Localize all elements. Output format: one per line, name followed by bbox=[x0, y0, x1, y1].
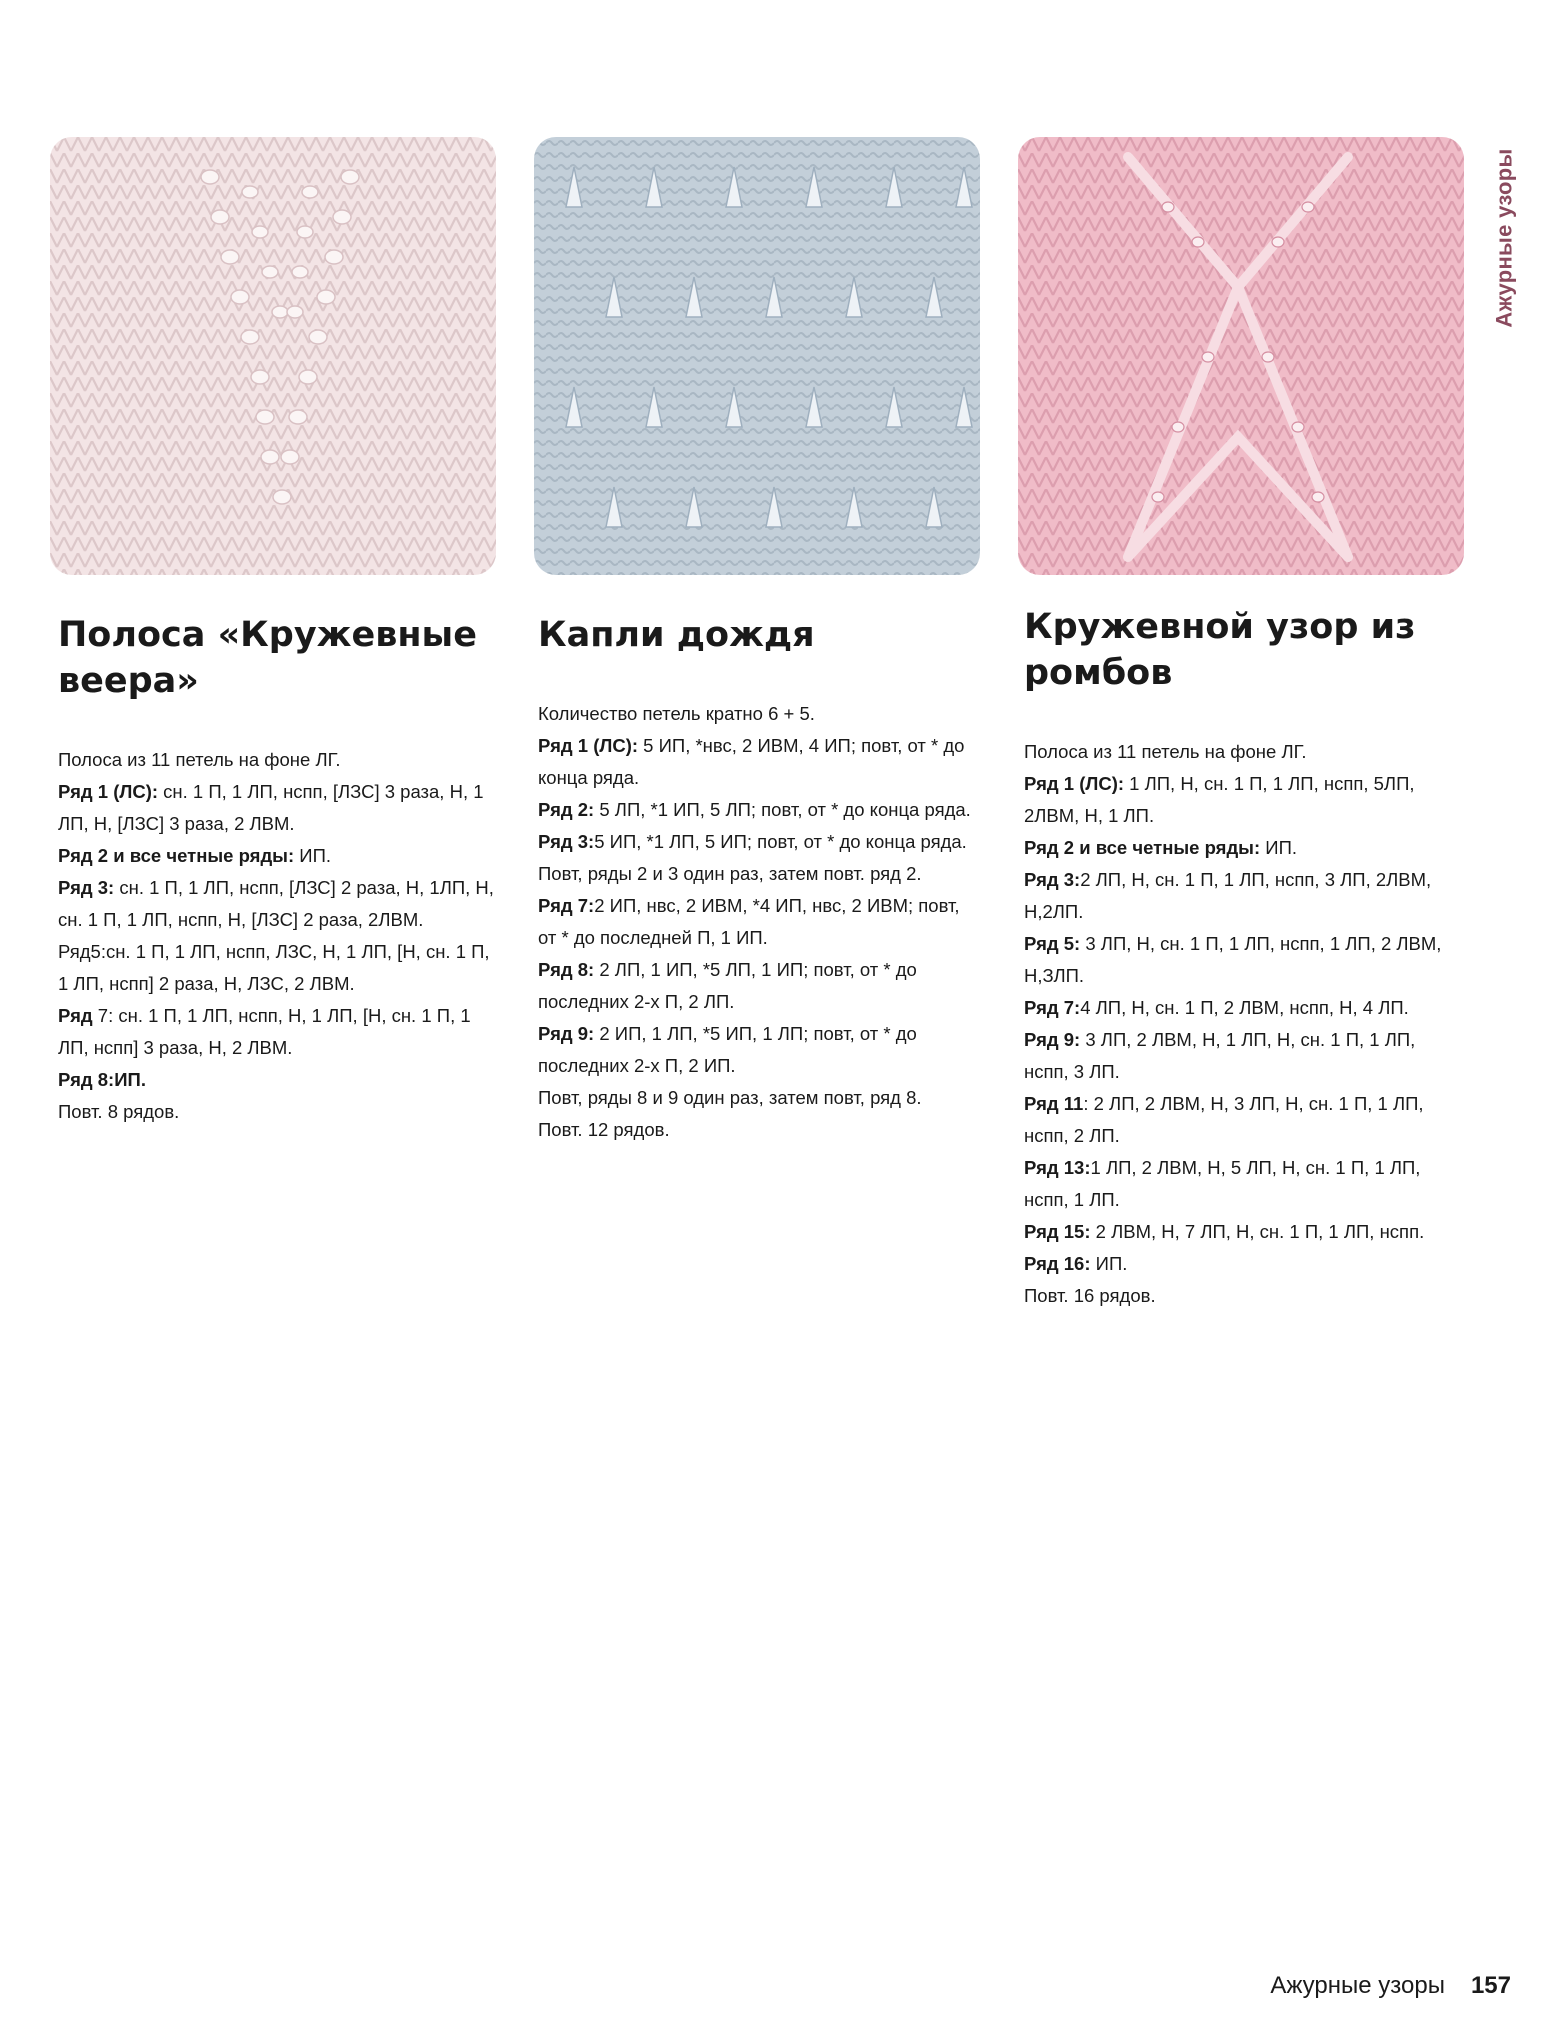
pattern-instructions bbox=[1024, 736, 1464, 1312]
instruction-line: Ряд5:сн. 1 П, 1 ЛП, нспп, ЛЗС, Н, 1 ЛП, [Н, сн. 1 П, 1 ЛП, нспп] 2 раза, Н, ЛЗС, 2 ЛВМ. bbox=[58, 941, 490, 994]
instruction-line: Ряд 8:ИП. bbox=[58, 1069, 146, 1090]
page-footer bbox=[1270, 1972, 1511, 2000]
instruction-line: Ряд 11: 2 ЛП, 2 ЛВМ, Н, 3 ЛП, Н, сн. 1 П, 1 ЛП, нспп, 2 ЛП. bbox=[1024, 1093, 1424, 1146]
instruction-line: Повт, ряды 8 и 9 один раз, затем повт, ряд 8. bbox=[538, 1087, 922, 1108]
knit-sample-image-3 bbox=[1018, 137, 1464, 575]
pattern-column-3 bbox=[1024, 604, 1464, 1312]
instruction-line: Ряд 13:1 ЛП, 2 ЛВМ, Н, 5 ЛП, Н, сн. 1 П, 1 ЛП, нспп, 1 ЛП. bbox=[1024, 1157, 1421, 1210]
swatch-raindrops bbox=[534, 137, 980, 575]
instruction-line: Ряд 9: 2 ИП, 1 ЛП, *5 ИП, 1 ЛП; повт, от * до последних 2-х П, 2 ИП. bbox=[538, 1023, 917, 1076]
pattern-column-2 bbox=[538, 612, 978, 1146]
pattern-column-1 bbox=[58, 612, 498, 1128]
instruction-line: Количество петель кратно 6 + 5. bbox=[538, 703, 815, 724]
pattern-title: Капли дождя bbox=[538, 615, 815, 655]
instruction-line: Ряд 3: сн. 1 П, 1 ЛП, нспп, [ЛЗС] 2 раза, Н, 1ЛП, Н, сн. 1 П, 1 ЛП, нспп, Н, [ЛЗС] 2 раза, 2ЛВМ. bbox=[58, 877, 494, 930]
pattern-title: Кружевной узор из ромбов bbox=[1024, 607, 1416, 693]
instruction-line: Ряд 3:2 ЛП, Н, сн. 1 П, 1 ЛП, нспп, 3 ЛП, 2ЛВМ, Н,2ЛП. bbox=[1024, 869, 1432, 922]
instruction-line: Повт, ряды 2 и 3 один раз, затем повт. ряд 2. bbox=[538, 863, 922, 884]
instruction-line: Ряд 7:2 ИП, нвс, 2 ИВМ, *4 ИП, нвс, 2 ИВМ; повт, от * до последней П, 1 ИП. bbox=[538, 895, 960, 948]
instruction-line: Повт. 8 рядов. bbox=[58, 1101, 180, 1122]
footer-section-title: Ажурные узоры bbox=[1270, 1972, 1445, 1999]
swatch-lace-fans bbox=[50, 137, 496, 575]
instruction-line: Ряд 9: 3 ЛП, 2 ЛВМ, Н, 1 ЛП, Н, сн. 1 П, 1 ЛП, нспп, 3 ЛП. bbox=[1024, 1029, 1416, 1082]
instruction-line: Ряд 7: сн. 1 П, 1 ЛП, нспп, Н, 1 ЛП, [Н, сн. 1 П, 1 ЛП, нспп] 3 раза, Н, 2 ЛВМ. bbox=[58, 1005, 471, 1058]
instruction-line: Ряд 3:5 ИП, *1 ЛП, 5 ИП; повт, от * до конца ряда. bbox=[538, 831, 967, 852]
instruction-line: Ряд 1 (ЛС): 5 ИП, *нвс, 2 ИВМ, 4 ИП; повт, от * до конца ряда. bbox=[538, 735, 965, 788]
side-tab bbox=[1488, 138, 1522, 338]
page-number: 157 bbox=[1470, 1972, 1511, 1999]
swatch-lace-diamonds bbox=[1018, 137, 1464, 575]
knit-sample-image-2 bbox=[534, 137, 980, 575]
instruction-line: Ряд 16: ИП. bbox=[1024, 1253, 1128, 1274]
instruction-line: Полоса из 11 петель на фоне ЛГ. bbox=[58, 749, 341, 770]
pattern-instructions bbox=[58, 744, 498, 1128]
pattern-title: Полоса «Кружевные веера» bbox=[58, 615, 477, 701]
instruction-line: Ряд 7:4 ЛП, Н, сн. 1 П, 2 ЛВМ, нспп, Н, 4 ЛП. bbox=[1024, 997, 1409, 1018]
side-tab-label: Ажурные узоры bbox=[1492, 148, 1518, 328]
instruction-line: Ряд 2 и все четные ряды: ИП. bbox=[58, 845, 332, 866]
instruction-line: Ряд 15: 2 ЛВМ, Н, 7 ЛП, Н, сн. 1 П, 1 ЛП, нспп. bbox=[1024, 1221, 1425, 1242]
pattern-instructions bbox=[538, 698, 978, 1146]
instruction-line: Ряд 2 и все четные ряды: ИП. bbox=[1024, 837, 1298, 858]
instruction-line: Повт. 12 рядов. bbox=[538, 1119, 670, 1140]
instruction-line: Ряд 1 (ЛС): сн. 1 П, 1 ЛП, нспп, [ЛЗС] 3 раза, Н, 1 ЛП, Н, [ЛЗС] 3 раза, 2 ЛВМ. bbox=[58, 781, 484, 834]
knit-sample-image-1 bbox=[50, 137, 496, 575]
instruction-line: Полоса из 11 петель на фоне ЛГ. bbox=[1024, 741, 1307, 762]
instruction-line: Ряд 5: 3 ЛП, Н, сн. 1 П, 1 ЛП, нспп, 1 ЛП, 2 ЛВМ, Н,ЗЛП. bbox=[1024, 933, 1442, 986]
instruction-line: Повт. 16 рядов. bbox=[1024, 1285, 1156, 1306]
instruction-line: Ряд 1 (ЛС): 1 ЛП, Н, сн. 1 П, 1 ЛП, нспп, 5ЛП, 2ЛВМ, Н, 1 ЛП. bbox=[1024, 773, 1415, 826]
instruction-line: Ряд 2: 5 ЛП, *1 ИП, 5 ЛП; повт, от * до конца ряда. bbox=[538, 799, 971, 820]
instruction-line: Ряд 8: 2 ЛП, 1 ИП, *5 ЛП, 1 ИП; повт, от * до последних 2-х П, 2 ЛП. bbox=[538, 959, 917, 1012]
